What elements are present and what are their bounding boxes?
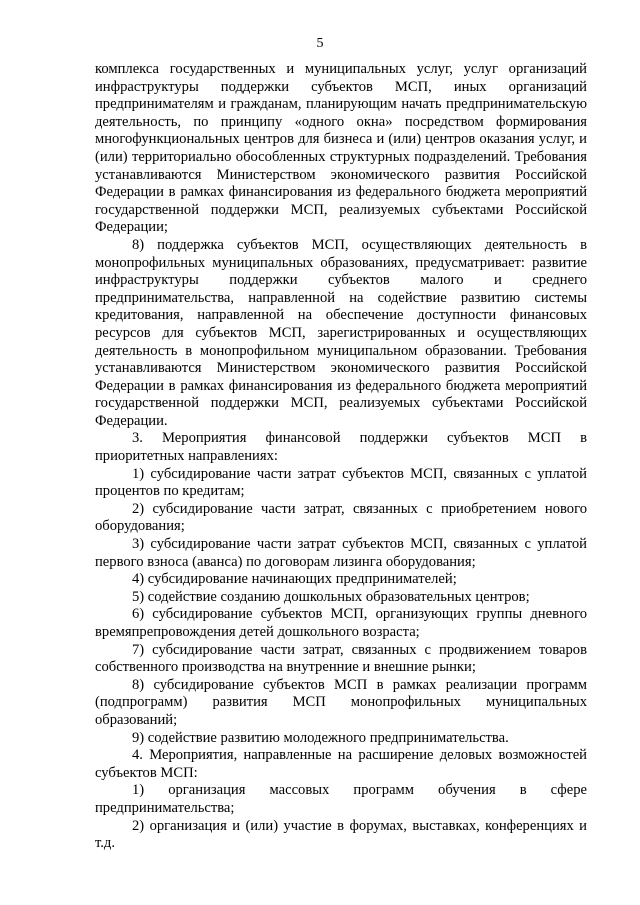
list-item: 9) содействие развитию молодежного предпринимательства.	[132, 729, 509, 746]
section-heading: 3. Мероприятия финансовой поддержки субъектов МСП в приоритетных направлениях:	[95, 430, 587, 465]
list-item: 3) субсидирование части затрат субъектов МСП, связанных с уплатой первого взноса (аванса) по договорам лизинга оборудования;	[95, 536, 587, 570]
list-item: 5) содействие созданию дошкольных образовательных центров;	[132, 588, 530, 605]
list-item: 1) субсидирование части затрат субъектов МСП, связанных с уплатой процентов по кредитам;	[95, 465, 587, 500]
list-item: 1) организация массовых программ обучения в сфере предпринимательства;	[95, 782, 587, 816]
list-item: 2) организация и (или) участие в форумах, выставках, конференциях и т.д.	[95, 817, 587, 852]
list-item: 6) субсидирование субъектов МСП, организующих группы дневного времяпрепровождения детей дошкольного возраста;	[95, 606, 587, 640]
list-item: 2) субсидирование части затрат, связанных с приобретением нового оборудования;	[95, 500, 587, 535]
page-number: 5	[316, 36, 324, 51]
paragraph: 8) поддержка субъектов МСП, осуществляющих деятельность в монопрофильных муниципальных образованиях, предусматривает: развитие инфраструктуры поддержки субъектов малого и среднего предпринимательства, направленной на содействие развитию системы кредитования, направленной на обеспечение доступности финансовых ресурсов для субъектов МСП, зарегистрированных и осуществляющих деятельность в монопрофильном муниципальном образовании. Требования устанавливаются Министерством экономического развития Российской Федерации в рамках финансирования из федерального бюджета мероприятий государственной поддержки МСП, реализуемых субъектами Российской Федерации.	[95, 236, 587, 429]
paragraph: комплекса государственных и муниципальных услуг, услуг организаций инфраструктуры поддержки субъектов МСП, иных организаций предпринимателям и гражданам, планирующим начать предпринимательскую деятельность, по принципу «одного окна» посредством формирования многофункциональных центров для бизнеса и (или) центров оказания услуг, и (или) территориально обособленных структурных подразделений. Требования устанавливаются Министерством экономического развития Российской Федерации в рамках финансирования из федерального бюджета мероприятий государственной поддержки МСП, реализуемых субъектами Российской Федерации;	[95, 61, 587, 236]
body-text	[95, 61, 587, 853]
list-item: 4) субсидирование начинающих предпринимателей;	[132, 571, 457, 588]
list-item: 8) субсидирование субъектов МСП в рамках реализации программ (подпрограмм) развития МСП монопрофильных муниципальных образований;	[95, 676, 587, 728]
list-item: 7) субсидирование части затрат, связанных с продвижением товаров собственного производства на внутренние и внешние рынки;	[95, 641, 587, 676]
section-heading: 4. Мероприятия, направленные на расширение деловых возможностей субъектов МСП:	[95, 747, 587, 781]
